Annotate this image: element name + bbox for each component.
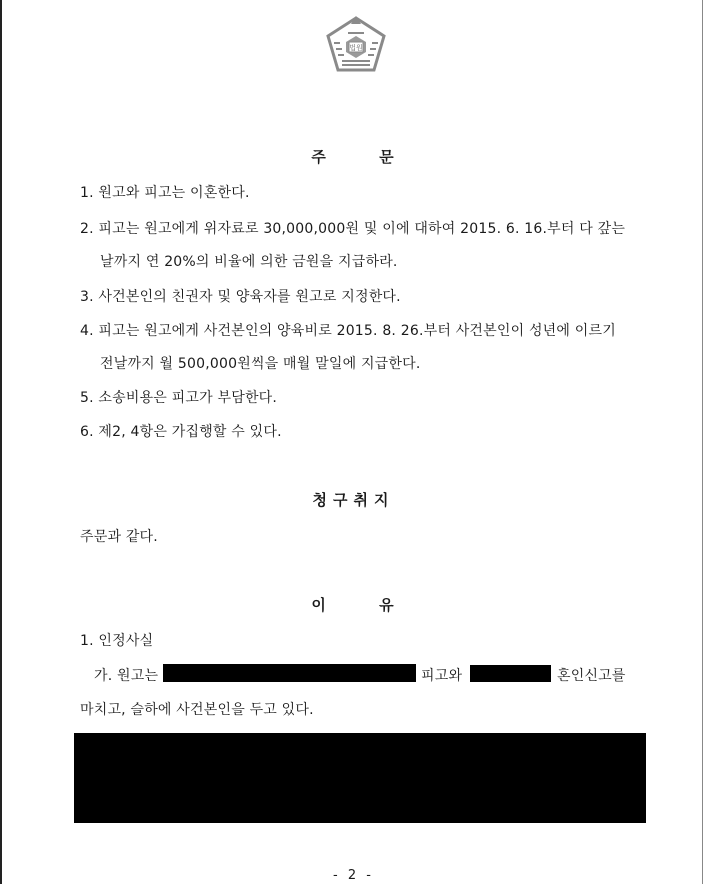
order-item-6: 6. 제2, 4항은 가집행할 수 있다.	[80, 424, 282, 440]
order-item-4-cont: 전날까지 월 500,000원씩을 매월 말일에 지급한다.	[100, 356, 421, 372]
svg-text:법원: 법원	[349, 44, 363, 52]
reasons-heading: 이 유	[311, 596, 396, 614]
facts-para-start: 가. 원고는	[94, 668, 159, 684]
facts-para-mid: 피고와	[421, 668, 463, 684]
redaction-bar	[163, 664, 416, 682]
redaction-bar	[470, 665, 551, 682]
court-seal-icon	[324, 14, 388, 78]
facts-para-end: 혼인신고를	[557, 668, 626, 684]
facts-para-line2: 마치고, 슬하에 사건본인을 두고 있다.	[80, 702, 314, 718]
section-facts-title: 1. 인정사실	[80, 633, 154, 649]
order-heading: 주 문	[311, 148, 396, 166]
redaction-block	[74, 733, 646, 823]
order-item-4: 4. 피고는 원고에게 사건본인의 양육비로 2015. 8. 26.부터 사건본인이 성년에 이르기	[80, 323, 616, 339]
claim-text: 주문과 같다.	[80, 529, 158, 545]
order-item-2: 2. 피고는 원고에게 위자료로 30,000,000원 및 이에 대하여 2015. 6. 16.부터 다 갚는	[80, 221, 626, 237]
page-number: - 2 -	[333, 868, 374, 883]
claim-heading: 청구취지	[312, 491, 395, 509]
order-item-2-cont: 날까지 연 20%의 비율에 의한 금원을 지급하라.	[100, 254, 398, 270]
order-item-1: 1. 원고와 피고는 이혼한다.	[80, 185, 250, 201]
order-item-3: 3. 사건본인의 친권자 및 양육자를 원고로 지정한다.	[80, 289, 401, 305]
order-item-5: 5. 소송비용은 피고가 부담한다.	[80, 390, 278, 406]
